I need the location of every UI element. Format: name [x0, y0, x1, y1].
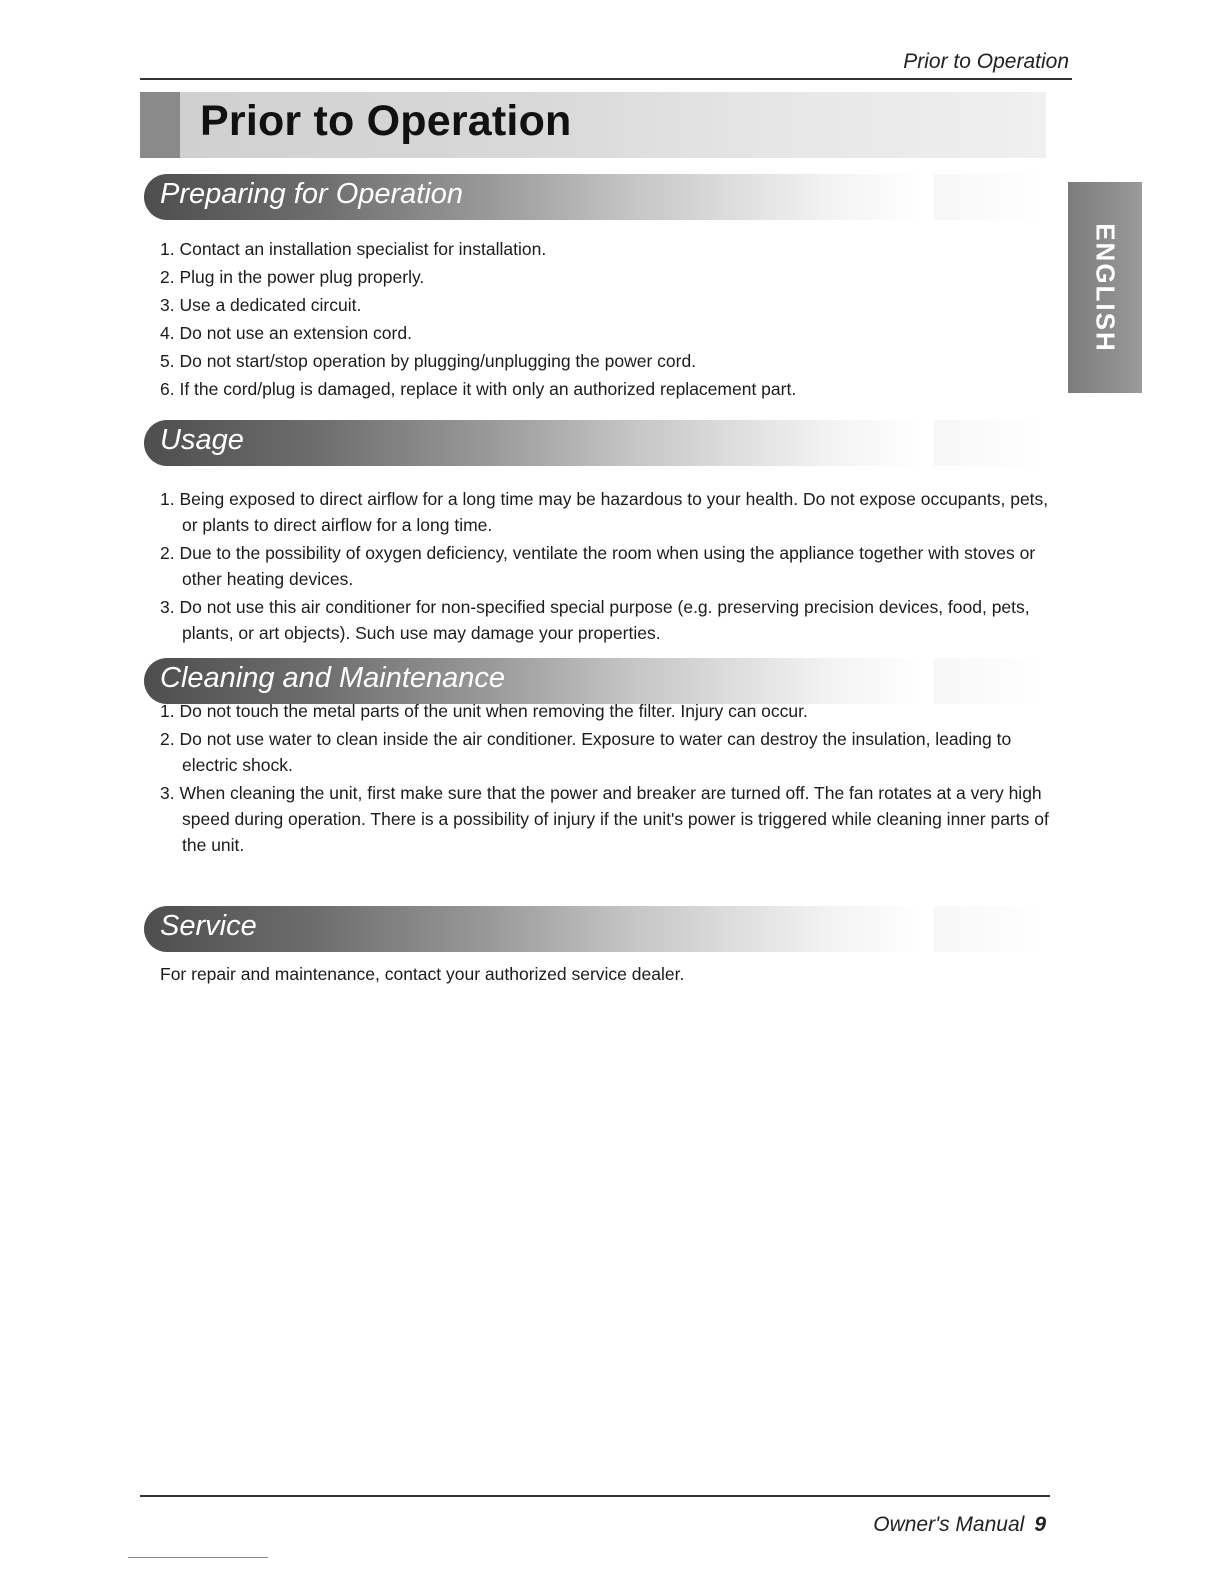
service-text: For repair and maintenance, contact your authorized service dealer. [160, 964, 685, 984]
list-item: 3. Do not use this air conditioner for non-specified special purpose (e.g. preserving precision devices, food, pets, plants, or art objects). Such use may damage your properties. [160, 597, 1030, 643]
list-item: 2. Plug in the power plug properly. [160, 267, 425, 287]
list-item: 5. Do not start/stop operation by plugging/unplugging the power cord. [160, 351, 697, 371]
footer [873, 1513, 1046, 1537]
section-heading-tail [934, 906, 1044, 952]
section-heading-bar [144, 420, 924, 466]
section-heading-label: Usage [160, 424, 244, 456]
section-heading-label: Service [160, 910, 257, 942]
section-heading-preparing [144, 174, 1044, 220]
section-heading-label: Cleaning and Maintenance [160, 662, 506, 694]
list-item: 1. Being exposed to direct airflow for a long time may be hazardous to your health. Do not expose occupants, pets, or plants to direct airflow for a long time. [160, 489, 1049, 535]
section-heading-label: Preparing for Operation [160, 178, 464, 210]
page-title: Prior to Operation [200, 97, 572, 145]
preparing-list [160, 236, 1060, 404]
running-header: Prior to Operation [903, 50, 1069, 73]
language-tab-label: ENGLISH [1090, 222, 1121, 353]
banner-mark [140, 92, 180, 158]
section-heading-tail [934, 420, 1044, 466]
list-item: 2. Due to the possibility of oxygen deficiency, ventilate the room when using the appliance together with stoves or other heating devices. [160, 543, 1036, 589]
top-divider [140, 78, 1072, 80]
list-item: 1. Do not touch the metal parts of the unit when removing the filter. Injury can occur. [160, 701, 808, 721]
section-heading-service [144, 906, 1044, 952]
bottom-divider [140, 1495, 1050, 1497]
main-title-banner [140, 92, 1046, 158]
list-item: 3. Use a dedicated circuit. [160, 295, 362, 315]
list-item: 1. Contact an installation specialist for installation. [160, 239, 547, 259]
section-heading-tail [934, 174, 1044, 220]
footer-label: Owner's Manual [873, 1513, 1025, 1536]
section-heading-usage [144, 420, 1044, 466]
list-item: 6. If the cord/plug is damaged, replace it with only an authorized replacement part. [160, 379, 797, 399]
list-item: 3. When cleaning the unit, first make sure that the power and breaker are turned off. The fan rotates at a very high speed during operation. There is a possibility of injury if the unit's power is triggered while cleaning inner parts of the unit. [160, 783, 1049, 855]
list-item: 4. Do not use an extension cord. [160, 323, 412, 343]
list-item: 2. Do not use water to clean inside the air conditioner. Exposure to water can destroy the insulation, leading to electric shock. [160, 729, 1012, 775]
language-tab [1068, 182, 1142, 393]
cleaning-list [160, 698, 1060, 860]
page-number: 9 [1034, 1513, 1046, 1536]
usage-list [160, 486, 1060, 648]
scan-artifact-line [128, 1557, 268, 1558]
section-heading-bar [144, 906, 924, 952]
